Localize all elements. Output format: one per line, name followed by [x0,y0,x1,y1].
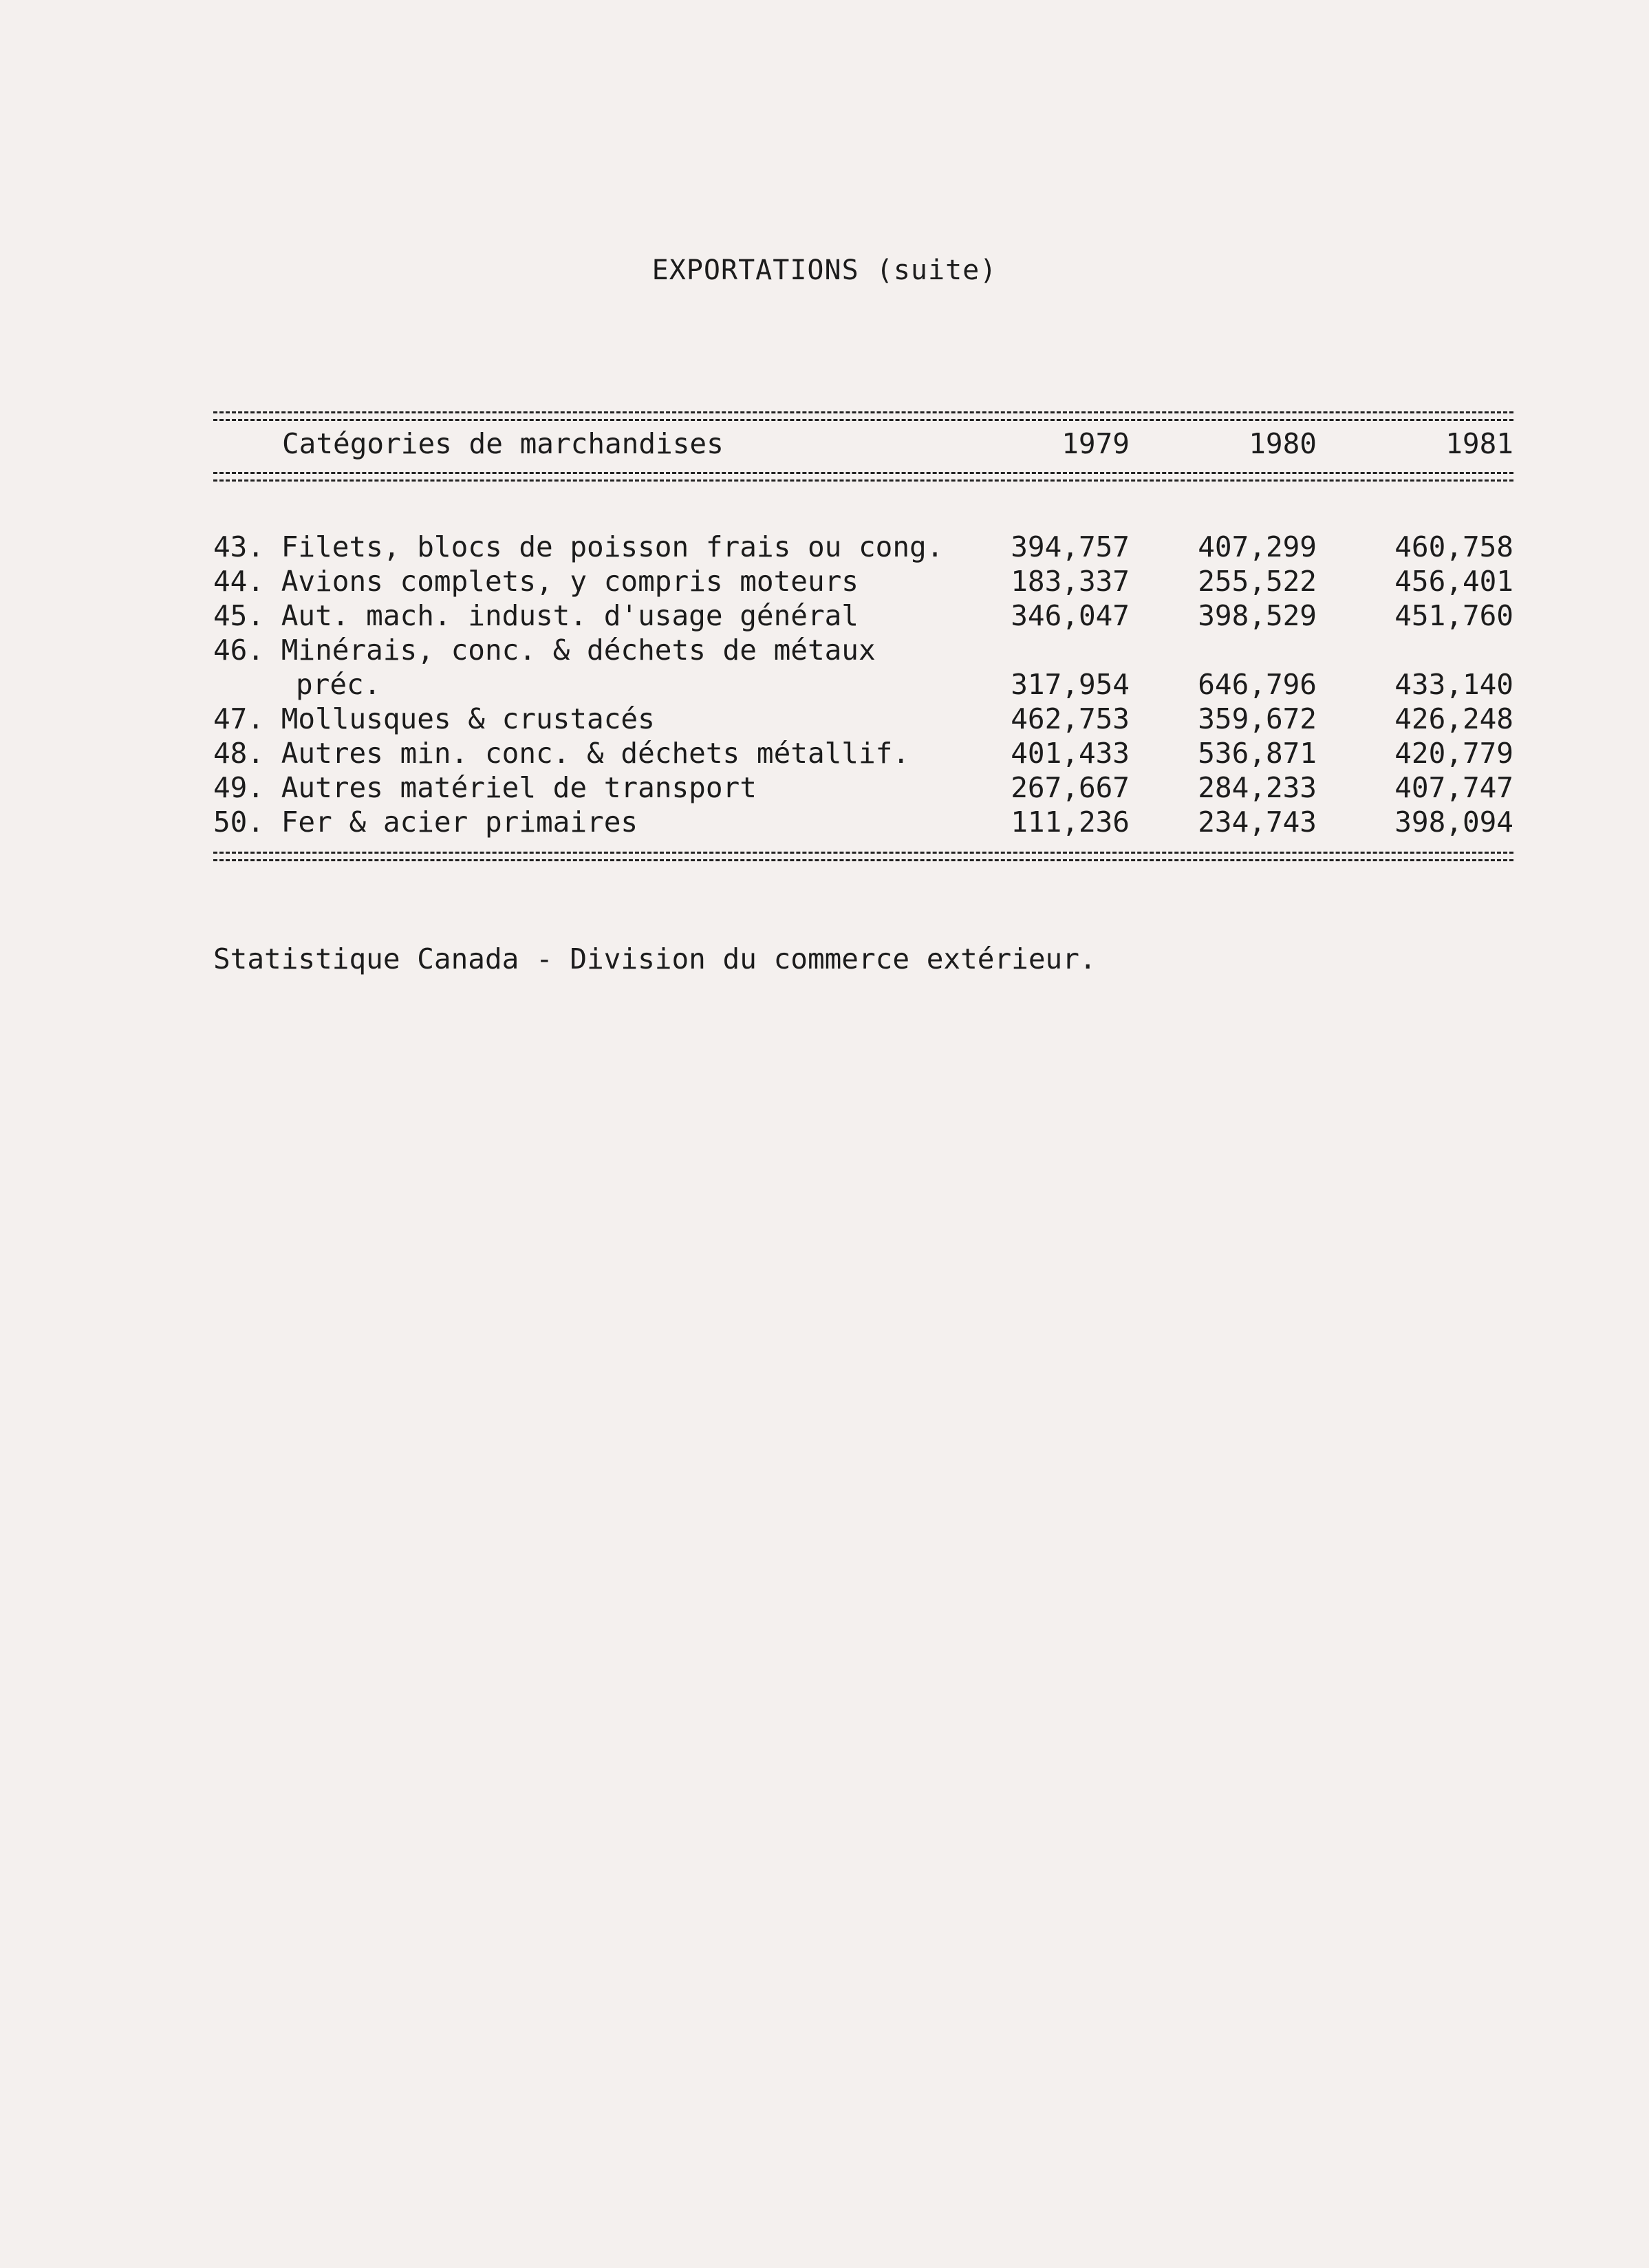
value-1980: 255,522 [1198,565,1317,598]
row-label: 49. Autres matériel de transport [213,771,757,804]
value-1981: 420,779 [1394,737,1513,770]
value-1980: 398,529 [1198,599,1317,632]
page-title: EXPORTATIONS (suite) [651,255,998,286]
table-header-rule [213,472,1513,482]
value-1981: 407,747 [1394,771,1513,804]
value-1979: 267,667 [1011,771,1130,804]
row-label: 48. Autres min. conc. & déchets métallif. [213,737,910,770]
value-1979: 317,954 [1011,668,1130,701]
table-row [213,598,1513,633]
value-1981: 426,248 [1394,702,1513,735]
value-1980: 536,871 [1198,737,1317,770]
row-label: 44. Avions complets, y compris moteurs [213,565,859,598]
table-bottom-rule [213,852,1513,861]
value-1980: 359,672 [1198,702,1317,735]
value-1981: 398,094 [1394,806,1513,839]
row-label: 45. Aut. mach. indust. d'usage général [213,599,859,632]
table-row [213,530,1513,564]
value-1979: 462,753 [1011,702,1130,735]
row-label: 46. Minérais, conc. & déchets de métaux [213,634,876,667]
value-1979: 111,236 [1011,806,1130,839]
source-note: Statistique Canada - Division du commerce extérieur. [213,942,1097,975]
value-1979: 401,433 [1011,737,1130,770]
value-1981: 456,401 [1394,565,1513,598]
row-label: 50. Fer & acier primaires [213,806,638,839]
value-1979: 394,757 [1011,530,1130,563]
column-header-category: Catégories de marchandises [282,427,724,460]
table-row [213,564,1513,598]
table-row [213,702,1513,736]
value-1981: 460,758 [1394,530,1513,563]
value-1980: 284,233 [1198,771,1317,804]
table-row [213,633,1513,667]
column-header-1979: 1979 [1061,427,1130,460]
row-label: 47. Mollusques & crustacés [213,702,655,735]
table-row-continuation [213,667,1513,702]
table-row [213,770,1513,805]
value-1980: 646,796 [1198,668,1317,701]
table-header [213,426,1513,461]
row-label-continuation: préc. [296,668,381,701]
value-1981: 451,760 [1394,599,1513,632]
table-top-rule [213,411,1513,421]
table-row [213,736,1513,770]
value-1980: 407,299 [1198,530,1317,563]
row-label: 43. Filets, blocs de poisson frais ou cong. [213,530,944,563]
value-1979: 346,047 [1011,599,1130,632]
column-header-1981: 1981 [1445,427,1513,460]
column-header-1980: 1980 [1249,427,1317,460]
value-1979: 183,337 [1011,565,1130,598]
value-1981: 433,140 [1394,668,1513,701]
value-1980: 234,743 [1198,806,1317,839]
table-row [213,805,1513,839]
